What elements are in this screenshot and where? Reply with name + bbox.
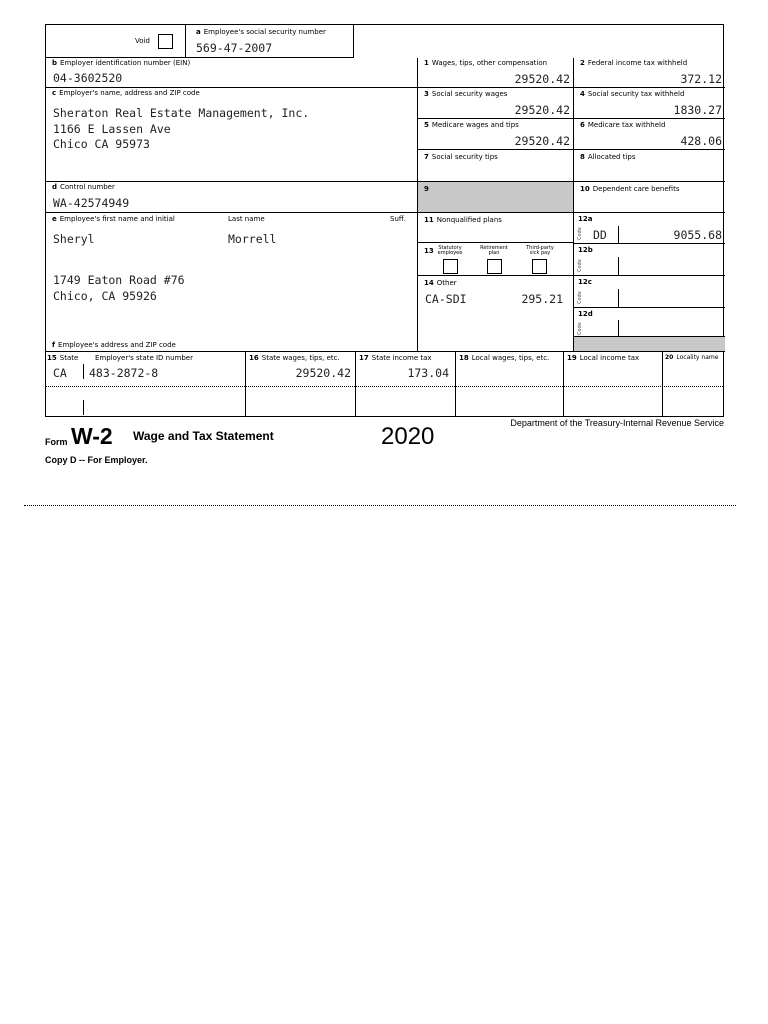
box-14-label: 14 Other xyxy=(424,279,457,287)
void-label: Void xyxy=(135,37,150,45)
copy-designation: Copy D -- For Employer. xyxy=(45,455,148,465)
third-party-sick-pay-checkbox[interactable] xyxy=(532,259,547,274)
box-c xyxy=(46,88,417,182)
box-17-label: 17 State income tax xyxy=(359,354,432,362)
employer-city: Chico CA 95973 xyxy=(53,137,150,151)
box-8-label: 8 Allocated tips xyxy=(580,153,636,161)
last-name-label: Last name xyxy=(228,215,265,223)
box-16-value: 29520.42 xyxy=(295,366,351,380)
box-12d-divider xyxy=(618,320,619,337)
box-11 xyxy=(417,213,573,243)
box-10-label: 10 Dependent care benefits xyxy=(580,185,680,193)
tax-year: 2020 xyxy=(381,423,435,450)
statutory-employee-label: Statutory employee xyxy=(437,245,463,256)
box-18-label: 18 Local wages, tips, etc. xyxy=(459,354,550,362)
box-19-label: 19 Local income tax xyxy=(567,354,640,362)
box-b xyxy=(46,58,417,88)
box-15-label: 15 State xyxy=(47,354,79,362)
box-12d xyxy=(573,308,725,337)
form-word: Form xyxy=(45,437,68,447)
box-17 xyxy=(355,352,455,417)
box-20 xyxy=(662,352,725,417)
box-12c-divider xyxy=(618,289,619,308)
box-12a-code-label: Code xyxy=(577,227,583,240)
box-7 xyxy=(417,150,573,182)
box-12b-code-label: Code xyxy=(577,259,583,272)
box-2-label: 2 Federal income tax withheld xyxy=(580,59,688,67)
form-name: W-2 xyxy=(71,423,113,449)
box-4-label: 4 Social security tax withheld xyxy=(580,90,685,98)
box-20-label: 20 Locality name xyxy=(665,354,719,361)
employer-name: Sheraton Real Estate Management, Inc. xyxy=(53,106,310,120)
box-7-label: 7 Social security tips xyxy=(424,153,498,161)
box-e xyxy=(46,213,417,351)
control-number: WA-42574949 xyxy=(53,196,130,210)
box-4-value: 1830.27 xyxy=(673,103,722,117)
box-19 xyxy=(563,352,662,417)
third-party-sick-pay-label: Third-party sick pay xyxy=(526,245,554,256)
box-a xyxy=(186,25,354,58)
statutory-employee-checkbox[interactable] xyxy=(443,259,458,274)
box-12c-code-label: Code xyxy=(577,291,583,304)
employer-ein: 04-3602520 xyxy=(53,71,123,85)
box-e-label: e Employee's first name and initial xyxy=(52,215,175,223)
box-14-description: CA-SDI xyxy=(425,292,467,306)
box-6-label: 6 Medicare tax withheld xyxy=(580,121,666,129)
box-5-value: 29520.42 xyxy=(514,134,570,148)
box-12a-code: DD xyxy=(593,228,607,242)
state-code: CA xyxy=(53,366,67,380)
box-b-label: b Employer identification number (EIN) xyxy=(52,59,191,67)
box-6-value: 428.06 xyxy=(680,134,722,148)
void-cell xyxy=(46,25,186,58)
employee-city: Chico, CA 95926 xyxy=(53,289,157,303)
employee-street: 1749 Eaton Road #76 xyxy=(53,273,185,287)
box-9-label: 9 xyxy=(424,185,429,193)
box-17-value: 173.04 xyxy=(407,366,449,380)
box-12b xyxy=(573,244,725,276)
box-3 xyxy=(417,88,573,119)
box-3-value: 29520.42 xyxy=(514,103,570,117)
box-12a xyxy=(573,213,725,244)
state-id-number: 483-2872-8 xyxy=(89,366,159,380)
box-4 xyxy=(573,88,725,119)
box-12-gray-strip xyxy=(573,337,725,351)
state-id-label: Employer's state ID number xyxy=(95,354,193,362)
box-12c-label: 12c xyxy=(578,278,592,286)
box-9 xyxy=(417,182,573,213)
box-12a-divider xyxy=(618,226,619,244)
employee-first-name: Sheryl xyxy=(53,232,95,246)
retirement-plan-label: Retirement plan xyxy=(480,245,508,256)
box-1 xyxy=(417,58,573,88)
void-checkbox[interactable] xyxy=(158,34,173,49)
box-15-divider xyxy=(83,364,84,379)
box-15-divider-2 xyxy=(83,400,84,415)
box-12b-divider xyxy=(618,257,619,276)
box-12c xyxy=(573,276,725,308)
box-d-label: d Control number xyxy=(52,183,115,191)
box-10 xyxy=(573,182,725,213)
box-c-label: c Employer's name, address and ZIP code xyxy=(52,89,200,97)
box-6 xyxy=(573,119,725,150)
box-a-label: a Employee's social security number xyxy=(196,28,326,36)
box-11-label: 11 Nonqualified plans xyxy=(424,216,502,224)
cut-line xyxy=(24,505,736,506)
form-title: Wage and Tax Statement xyxy=(133,429,274,443)
box-2-value: 372.12 xyxy=(680,72,722,86)
box-5 xyxy=(417,119,573,150)
state-row-dotted-separator xyxy=(46,386,723,387)
box-1-value: 29520.42 xyxy=(514,72,570,86)
box-13-label: 13 xyxy=(424,247,434,255)
employee-ssn: 569-47-2007 xyxy=(196,41,273,55)
employee-last-name: Morrell xyxy=(228,232,277,246)
box-f-label: f Employee's address and ZIP code xyxy=(52,341,176,349)
w2-form xyxy=(45,24,724,417)
box-5-label: 5 Medicare wages and tips xyxy=(424,121,519,129)
box-13 xyxy=(417,243,573,276)
box-3-label: 3 Social security wages xyxy=(424,90,508,98)
box-14-value: 295.21 xyxy=(521,292,563,306)
retirement-plan-checkbox[interactable] xyxy=(487,259,502,274)
box-12b-label: 12b xyxy=(578,246,593,254)
box-d xyxy=(46,182,417,213)
box-8 xyxy=(573,150,725,182)
box-16 xyxy=(245,352,355,417)
box-15 xyxy=(46,352,245,417)
box-12d-label: 12d xyxy=(578,310,593,318)
box-12a-value: 9055.68 xyxy=(673,228,722,242)
suffix-label: Suff. xyxy=(390,215,406,223)
box-2 xyxy=(573,58,725,88)
box-18 xyxy=(455,352,563,417)
box-16-label: 16 State wages, tips, etc. xyxy=(249,354,340,362)
department-text: Department of the Treasury-Internal Revenue Service xyxy=(510,418,724,428)
box-12a-label: 12a xyxy=(578,215,593,223)
box-1-label: 1 Wages, tips, other compensation xyxy=(424,59,548,67)
box-14 xyxy=(417,276,573,351)
box-12d-code-label: Code xyxy=(577,322,583,335)
employer-street: 1166 E Lassen Ave xyxy=(53,122,171,136)
